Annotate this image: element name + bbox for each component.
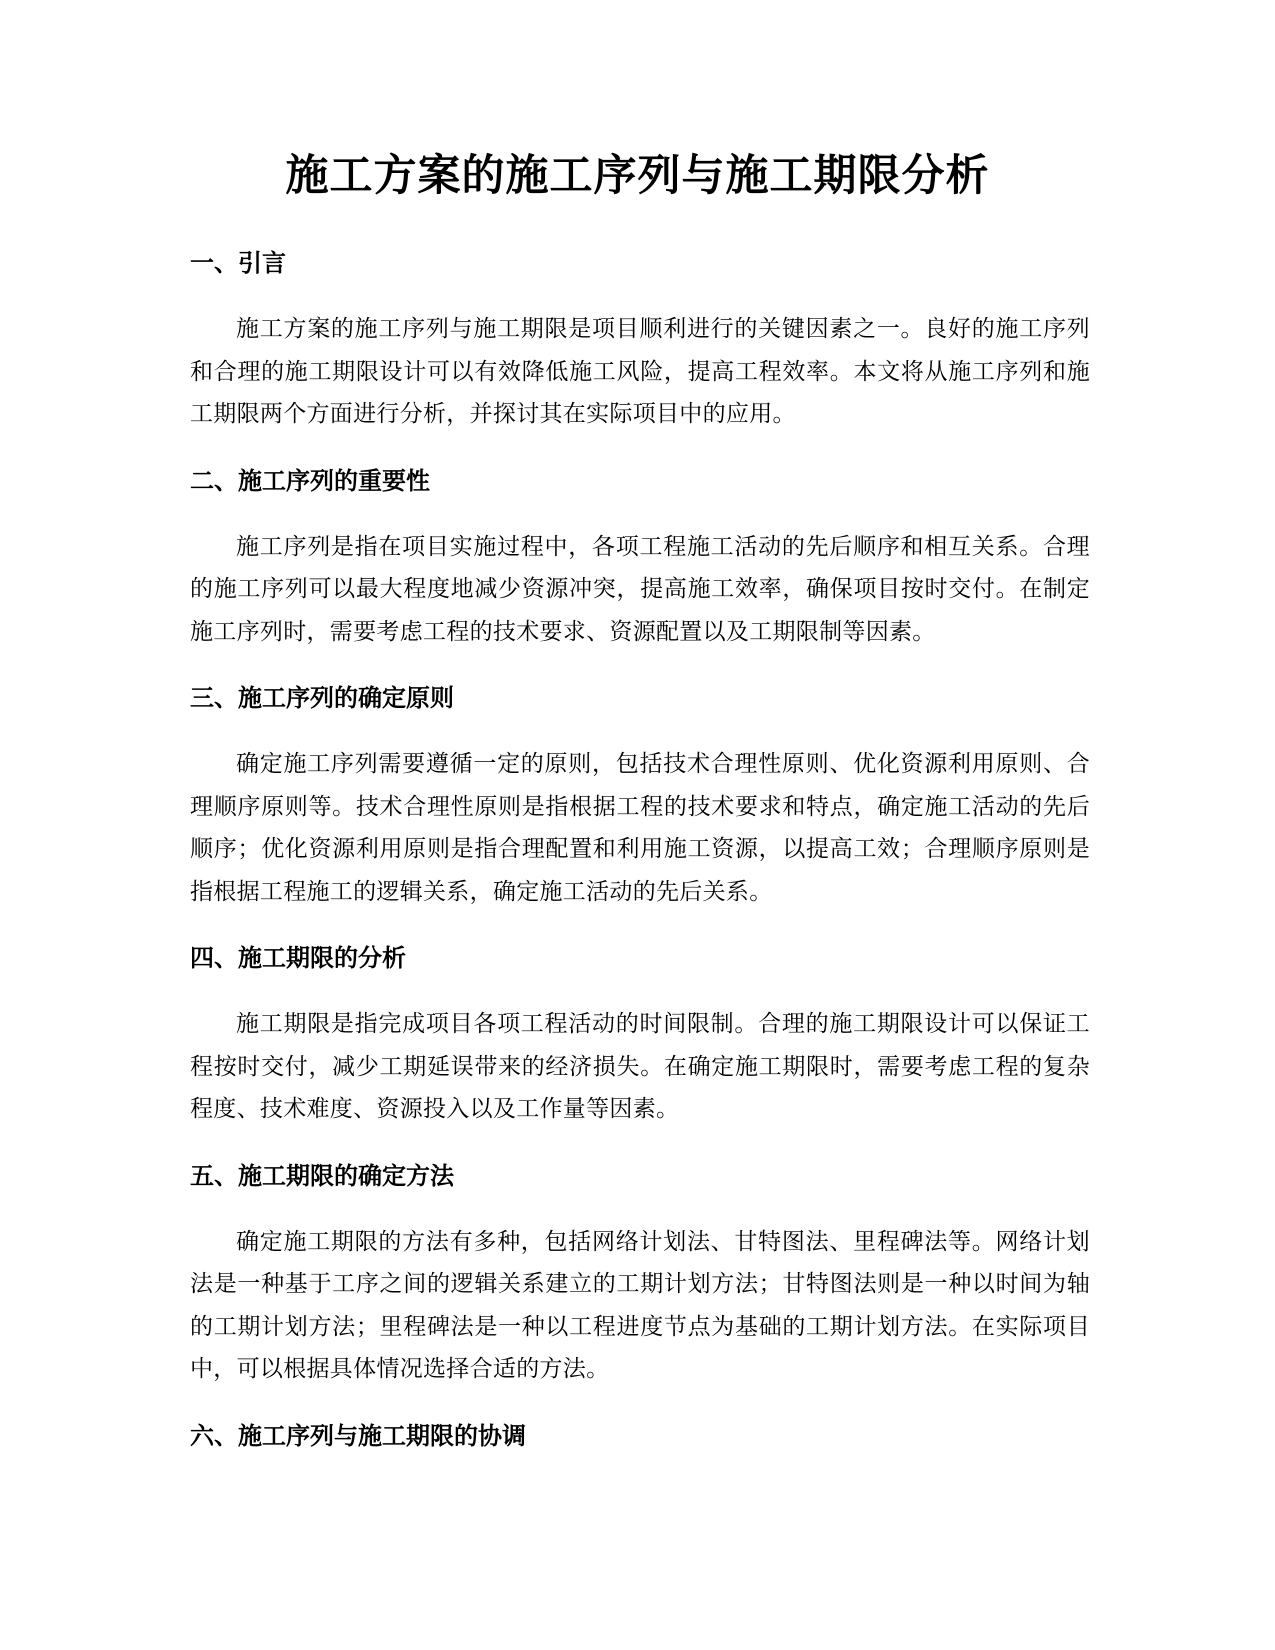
section-duration-analysis bbox=[190, 943, 1090, 1131]
section-heading: 五、施工期限的确定方法 bbox=[190, 1161, 454, 1190]
section-heading: 六、施工序列与施工期限的协调 bbox=[190, 1421, 526, 1450]
section-heading: 一、引言 bbox=[190, 249, 286, 277]
section-heading: 三、施工序列的确定原则 bbox=[190, 684, 454, 712]
section-coordination bbox=[190, 1421, 1090, 1451]
section-introduction bbox=[190, 248, 1090, 436]
section-sequence-principles bbox=[190, 683, 1090, 913]
section-heading: 二、施工序列的重要性 bbox=[190, 466, 430, 495]
section-duration-methods bbox=[190, 1161, 1090, 1391]
section-paragraph: 确定施工期限的方法有多种，包括网络计划法、甘特图法、里程碑法等。网络计划法是一种基于工序之间的逻辑关系建立的工期计划方法；甘特图法则是一种以时间为轴的工期计划方法；里程碑法是一种以工程进度节点为基础的工期计划方法。在实际项目中，可以根据具体情况选择合适的方法。 bbox=[190, 1228, 1090, 1382]
section-paragraph: 施工方案的施工序列与施工期限是项目顺利进行的关键因素之一。良好的施工序列和合理的施工期限设计可以有效降低施工风险，提高工程效率。本文将从施工序列和施工期限两个方面进行分析，并探讨其在实际项目中的应用。 bbox=[190, 316, 1090, 427]
section-sequence-importance bbox=[190, 466, 1090, 654]
document-title: 施工方案的施工序列与施工期限分析 bbox=[285, 151, 990, 201]
section-paragraph: 施工期限是指完成项目各项工程活动的时间限制。合理的施工期限设计可以保证工程按时交付，减少工期延误带来的经济损失。在确定施工期限时，需要考虑工程的复杂程度、技术难度、资源投入以及工作量等因素。 bbox=[190, 1011, 1090, 1122]
section-paragraph: 施工序列是指在项目实施过程中，各项工程施工活动的先后顺序和相互关系。合理的施工序列可以最大程度地减少资源冲突，提高施工效率，确保项目按时交付。在制定施工序列时，需要考虑工程的技术要求、资源配置以及工期限制等因素。 bbox=[190, 533, 1090, 645]
section-paragraph: 确定施工序列需要遵循一定的原则，包括技术合理性原则、优化资源利用原则、合理顺序原则等。技术合理性原则是指根据工程的技术要求和特点，确定施工活动的先后顺序；优化资源利用原则是指合理配置和利用施工资源，以提高工效；合理顺序原则是指根据工程施工的逻辑关系，确定施工活动的先后关系。 bbox=[190, 751, 1090, 905]
document-body bbox=[190, 248, 1090, 1481]
section-heading: 四、施工期限的分析 bbox=[190, 944, 406, 972]
